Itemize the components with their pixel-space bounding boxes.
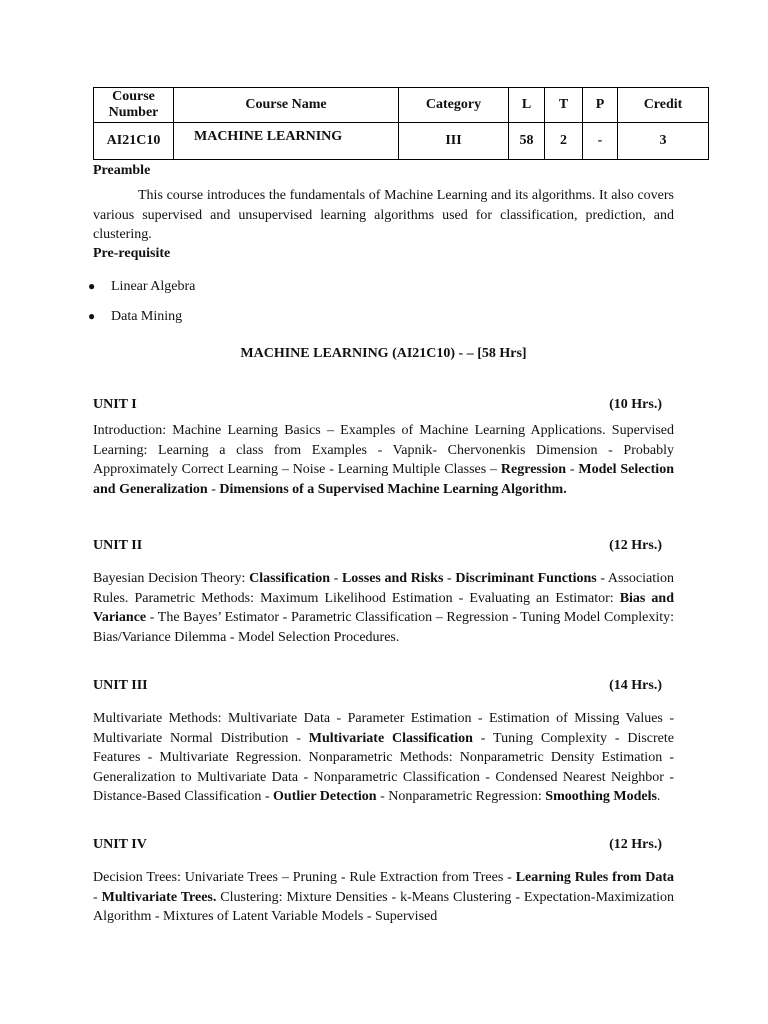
unit-text-segment: Bayesian Decision Theory: <box>93 571 250 586</box>
unit-text-segment: - Association Rules. Parametric Methods: Maximum Likelihood Estimation - Evaluating an Estimator: <box>93 571 674 606</box>
header-t: T <box>545 88 583 123</box>
unit-hours: (14 Hrs.) <box>609 678 662 693</box>
syllabus-title: MACHINE LEARNING (AI21C10) - – [58 Hrs] <box>240 346 527 361</box>
preamble-heading: Preamble <box>93 163 151 178</box>
prerequisite-item-label: Linear Algebra <box>111 279 196 294</box>
unit-text-highlight: Multivariate Trees. <box>101 889 217 905</box>
unit-text-segment: . <box>656 789 661 804</box>
unit-text-segment: Clustering: Mixture Densities - k-Means Clustering - Expectation-Maximization Algorithm - Mixtures of Latent Variable Models - Supervised <box>93 889 674 924</box>
unit-text-highlight: Model Selection and Generalization <box>93 462 674 497</box>
cell-course-number: AI21C10 <box>94 123 174 160</box>
course-table-header <box>94 88 709 123</box>
unit-text-segment: - <box>207 481 220 497</box>
unit-text-segment: - <box>443 571 456 586</box>
course-table-row <box>94 123 709 160</box>
unit-text-segment: Introduction: Machine Learning Basics – Examples of Machine Learning Applications. Supervised Learning: Learning a class from Examples - Vapnik- Chervonenkis Dimension - Probably Approximately Correct Learning – Noise - Learning Multiple Classes – <box>93 423 674 477</box>
unit-hours: (12 Hrs.) <box>609 837 662 852</box>
cell-credit: 3 <box>618 123 709 160</box>
unit-description <box>93 569 674 647</box>
cell-t: 2 <box>545 123 583 160</box>
unit-text-highlight: Outlier Detection <box>273 789 377 804</box>
unit-text-segment: - Tuning Complexity - Discrete Features - Multivariate Regression. Nonparametric Methods: Nonparametric Density Estimation - Generalization to Multivariate Data - Nonparametric Classification - Condensed Nearest Neighbor - Distance-Based Classification - <box>93 730 674 804</box>
unit-text-highlight: Dimensions of a Supervised Machine Learning Algorithm. <box>219 481 567 497</box>
unit-description <box>93 421 674 499</box>
unit-text-highlight: Smoothing Models <box>545 789 657 804</box>
unit-text-segment: - <box>93 889 102 905</box>
unit-text-segment: Multivariate Methods: Multivariate Data - Parameter Estimation - Estimation of Missing Values - Multivariate Normal Distribution - <box>93 711 674 746</box>
prerequisite-heading: Pre-requisite <box>93 246 171 261</box>
header-credit: Credit <box>618 88 709 123</box>
course-table <box>93 87 709 160</box>
unit-header <box>93 397 662 413</box>
header-p: P <box>583 88 618 123</box>
prerequisite-item <box>88 279 195 295</box>
unit-text-segment: - <box>565 462 579 477</box>
prerequisite-item <box>88 309 182 325</box>
unit-text-highlight: Discriminant Functions <box>455 571 597 586</box>
unit-text-highlight: Classification <box>249 571 330 586</box>
unit-text-highlight: Multivariate Classification <box>308 730 473 746</box>
unit-text-segment: - <box>329 571 342 586</box>
unit-text-highlight: Learning Rules from Data <box>515 870 675 885</box>
unit-title: UNIT III <box>93 678 148 693</box>
unit-text-segment: Decision Trees: Univariate Trees – Pruning - Rule Extraction from Trees - <box>93 870 516 885</box>
header-category: Category <box>399 88 509 123</box>
unit-title: UNIT IV <box>93 837 147 852</box>
unit-title: UNIT II <box>93 538 143 553</box>
unit-title: UNIT I <box>93 397 137 412</box>
unit-text-highlight: Regression <box>500 462 566 477</box>
cell-course-name: MACHINE LEARNING <box>174 123 399 160</box>
bullet-icon: ● <box>88 309 96 323</box>
prerequisite-item-label: Data Mining <box>111 309 183 324</box>
preamble-text: This course introduces the fundamentals of Machine Learning and its algorithms. It also covers various supervised and unsupervised learning algorithms used for classification, prediction, and clustering. <box>93 188 674 242</box>
header-course-number: Course Number <box>94 88 174 123</box>
unit-header <box>93 837 662 853</box>
cell-p: - <box>583 123 618 160</box>
preamble-paragraph <box>93 186 674 245</box>
cell-l: 58 <box>509 123 545 160</box>
unit-text-highlight: Bias and Variance <box>93 590 675 625</box>
unit-header <box>93 678 662 694</box>
unit-hours: (12 Hrs.) <box>609 538 662 553</box>
unit-text-segment: - Nonparametric Regression: <box>376 789 546 804</box>
unit-description <box>93 868 674 927</box>
unit-header <box>93 538 662 554</box>
header-l: L <box>509 88 545 123</box>
unit-text-highlight: Losses and Risks <box>341 571 444 586</box>
unit-text-segment: - The Bayes’ Estimator - Parametric Classification – Regression - Tuning Model Complexity: Bias/Variance Dilemma - Model Selection Procedures. <box>93 610 674 645</box>
bullet-icon: ● <box>88 279 96 293</box>
cell-category: III <box>399 123 509 160</box>
header-course-name: Course Name <box>174 88 399 123</box>
unit-description <box>93 709 674 807</box>
unit-hours: (10 Hrs.) <box>609 397 662 412</box>
